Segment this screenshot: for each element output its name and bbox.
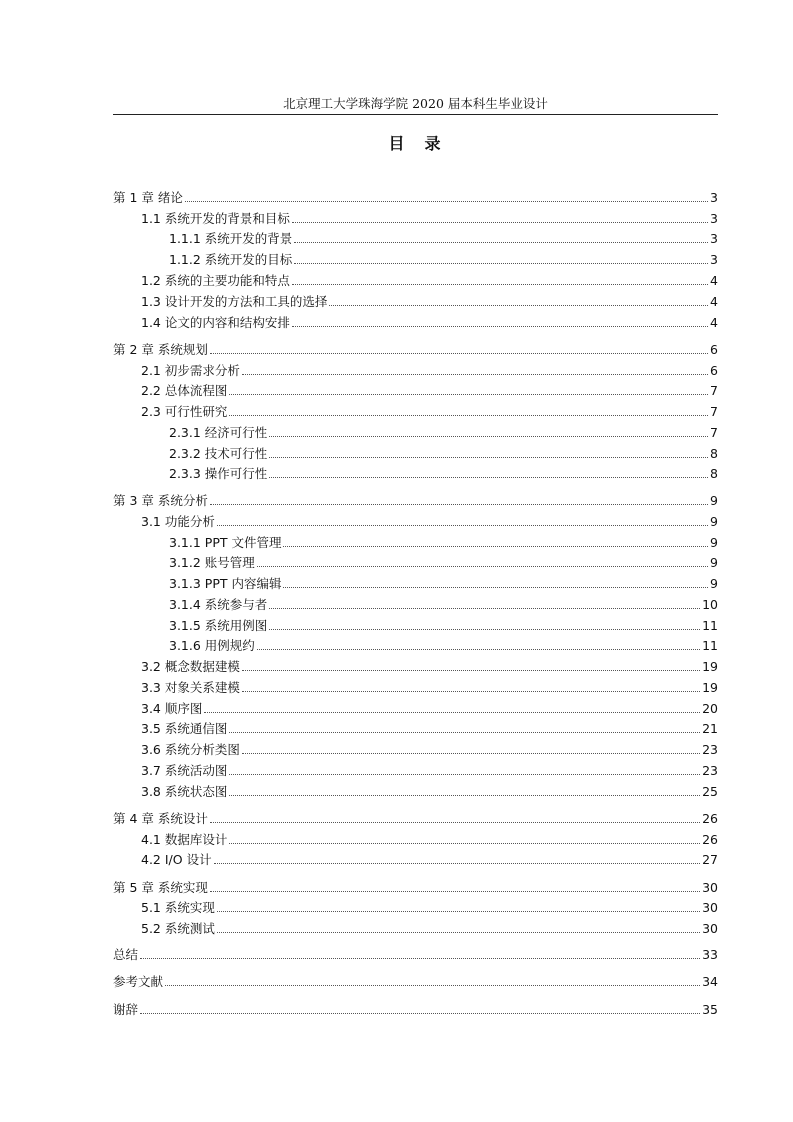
toc-entry-text: 5.2 系统测试 [141, 921, 215, 936]
dot-leader [204, 712, 700, 713]
toc-entry-page: 7 [710, 404, 718, 419]
toc-entry-text: 1.1.1 系统开发的背景 [169, 231, 293, 246]
dot-leader [269, 629, 700, 630]
toc-entry-page: 7 [710, 383, 718, 398]
toc-entry-text: 3.4 顺序图 [141, 701, 203, 716]
toc-entry-page: 27 [702, 852, 718, 867]
toc-entry-page: 25 [702, 784, 718, 799]
toc-entry-page: 7 [710, 425, 718, 440]
dot-leader [229, 843, 700, 844]
toc-entry-3-6[interactable] [113, 738, 718, 758]
toc-entry-references[interactable] [113, 970, 718, 990]
toc-entry-text: 2.3.2 技术可行性 [169, 446, 268, 461]
toc-entry-text: 3.1.2 账号管理 [169, 555, 255, 570]
toc-entry-page: 4 [710, 294, 718, 309]
toc-entry-3-1[interactable] [113, 510, 718, 530]
toc-entry-2-3[interactable] [113, 400, 718, 420]
toc-entry-3-1-3[interactable] [113, 572, 718, 592]
dot-leader [292, 222, 708, 223]
dot-leader [210, 822, 700, 823]
toc-entry-text: 第 2 章 系统规划 [113, 342, 208, 357]
toc-entry-3-3[interactable] [113, 676, 718, 696]
toc-entry-page: 33 [702, 947, 718, 962]
toc-entry-page: 11 [702, 618, 718, 633]
dot-leader [210, 353, 708, 354]
toc-entry-acknowledgements[interactable] [113, 998, 718, 1018]
toc-entry-page: 10 [702, 597, 718, 612]
toc-entry-text: 1.3 设计开发的方法和工具的选择 [141, 294, 328, 309]
dot-leader [269, 608, 700, 609]
toc-entry-text: 1.1 系统开发的背景和目标 [141, 211, 290, 226]
toc-entry-3-1-2[interactable] [113, 551, 718, 571]
dot-leader [217, 911, 700, 912]
toc-entry-page: 26 [702, 811, 718, 826]
toc-entry-text: 4.2 I/O 设计 [141, 852, 212, 867]
dot-leader [185, 201, 708, 202]
dot-leader [283, 546, 708, 547]
dot-leader [257, 566, 708, 567]
dot-leader [229, 795, 700, 796]
toc-entry-text: 1.2 系统的主要功能和特点 [141, 273, 290, 288]
toc-entry-2-3-3[interactable] [113, 462, 718, 482]
toc-entry-page: 3 [710, 231, 718, 246]
toc-entry-3-4[interactable] [113, 697, 718, 717]
toc-entry-page: 30 [702, 880, 718, 895]
toc-entry-5-1[interactable] [113, 896, 718, 916]
dot-leader [257, 649, 700, 650]
dot-leader [292, 284, 708, 285]
toc-entry-chapter-4[interactable] [113, 807, 718, 827]
toc-entry-conclusion[interactable] [113, 943, 718, 963]
toc-entry-text: 3.6 系统分析类图 [141, 742, 240, 757]
toc-entry-chapter-5[interactable] [113, 876, 718, 896]
dot-leader [294, 242, 708, 243]
toc-entry-text: 第 3 章 系统分析 [113, 493, 208, 508]
toc-entry-5-2[interactable] [113, 917, 718, 937]
dot-leader [140, 958, 700, 959]
toc-entry-page: 9 [710, 514, 718, 529]
toc-entry-3-1-4[interactable] [113, 593, 718, 613]
toc-entry-page: 9 [710, 555, 718, 570]
toc-entry-text: 参考文献 [113, 974, 164, 989]
toc-entry-page: 23 [702, 742, 718, 757]
toc-entry-page: 35 [702, 1002, 718, 1017]
toc-entry-1-1-1[interactable] [113, 227, 718, 247]
toc-entry-1-4[interactable] [113, 311, 718, 331]
toc-entry-text: 3.1.1 PPT 文件管理 [169, 535, 282, 550]
toc-entry-page: 4 [710, 273, 718, 288]
dot-leader [140, 1013, 700, 1014]
dot-leader [329, 305, 708, 306]
dot-leader [292, 326, 708, 327]
toc-entry-text: 1.4 论文的内容和结构安排 [141, 315, 290, 330]
toc-entry-page: 4 [710, 315, 718, 330]
page-header: 北京理工大学珠海学院 2020 届本科生毕业设计 [283, 96, 548, 111]
toc-entry-text: 3.5 系统通信图 [141, 721, 228, 736]
dot-leader [269, 457, 708, 458]
toc-entry-2-3-1[interactable] [113, 421, 718, 441]
toc-entry-text: 总结 [113, 947, 139, 962]
dot-leader [217, 932, 700, 933]
toc-entry-3-2[interactable] [113, 655, 718, 675]
dot-leader [229, 415, 708, 416]
toc-entry-page: 21 [702, 721, 718, 736]
dot-leader [229, 732, 700, 733]
toc-entry-page: 8 [710, 446, 718, 461]
toc-entry-3-7[interactable] [113, 759, 718, 779]
toc-entry-4-1[interactable] [113, 828, 718, 848]
dot-leader [210, 504, 708, 505]
toc-entry-3-1-5[interactable] [113, 614, 718, 634]
toc-entry-page: 11 [702, 638, 718, 653]
toc-entry-2-2[interactable] [113, 379, 718, 399]
toc-entry-text: 2.3.3 操作可行性 [169, 466, 268, 481]
toc-entry-page: 23 [702, 763, 718, 778]
toc-entry-text: 2.2 总体流程图 [141, 383, 228, 398]
toc-entry-2-3-2[interactable] [113, 442, 718, 462]
toc-entry-4-2[interactable] [113, 848, 718, 868]
toc-entry-3-1-1[interactable] [113, 531, 718, 551]
toc-entry-page: 8 [710, 466, 718, 481]
toc-entry-text: 3.1.6 用例规约 [169, 638, 255, 653]
toc-title: 目 录 [388, 134, 443, 153]
toc-entry-page: 9 [710, 576, 718, 591]
toc-entry-chapter-1[interactable] [113, 186, 718, 206]
toc-entry-text: 3.1.5 系统用例图 [169, 618, 268, 633]
dot-leader [242, 753, 700, 754]
toc-entry-text: 2.3 可行性研究 [141, 404, 228, 419]
toc-entry-text: 5.1 系统实现 [141, 900, 215, 915]
dot-leader [217, 525, 708, 526]
toc-entry-page: 34 [702, 974, 718, 989]
dot-leader [269, 477, 708, 478]
toc-entry-page: 3 [710, 252, 718, 267]
toc-entry-text: 3.1.4 系统参与者 [169, 597, 268, 612]
toc-entry-2-1[interactable] [113, 359, 718, 379]
toc-entry-page: 19 [702, 659, 718, 674]
toc-entry-page: 9 [710, 493, 718, 508]
toc-entry-1-3[interactable] [113, 290, 718, 310]
toc-entry-1-1[interactable] [113, 207, 718, 227]
dot-leader [214, 863, 701, 864]
toc-entry-page: 9 [710, 535, 718, 550]
dot-leader [269, 436, 708, 437]
toc-entry-3-1-6[interactable] [113, 634, 718, 654]
dot-leader [242, 670, 700, 671]
toc-entry-page: 6 [710, 363, 718, 378]
toc-entry-page: 6 [710, 342, 718, 357]
dot-leader [165, 985, 700, 986]
toc-entry-page: 20 [702, 701, 718, 716]
toc-entry-text: 3.3 对象关系建模 [141, 680, 240, 695]
toc-entry-chapter-3[interactable] [113, 489, 718, 509]
toc-entry-text: 3.2 概念数据建模 [141, 659, 240, 674]
toc-entry-text: 3.1 功能分析 [141, 514, 215, 529]
toc-entry-text: 3.1.3 PPT 内容编辑 [169, 576, 282, 591]
toc-entry-page: 30 [702, 921, 718, 936]
dot-leader [229, 394, 708, 395]
toc-entry-page: 3 [710, 190, 718, 205]
toc-entry-3-5[interactable] [113, 717, 718, 737]
toc-entry-page: 26 [702, 832, 718, 847]
toc-entry-text: 2.3.1 经济可行性 [169, 425, 268, 440]
toc-entry-text: 3.7 系统活动图 [141, 763, 228, 778]
toc-entry-page: 19 [702, 680, 718, 695]
toc-entry-text: 第 1 章 绪论 [113, 190, 183, 205]
dot-leader [283, 587, 708, 588]
dot-leader [242, 691, 700, 692]
toc-entry-text: 2.1 初步需求分析 [141, 363, 240, 378]
toc-entry-1-1-2[interactable] [113, 248, 718, 268]
toc-entry-text: 第 4 章 系统设计 [113, 811, 208, 826]
toc-entry-text: 4.1 数据库设计 [141, 832, 228, 847]
toc-entry-1-2[interactable] [113, 269, 718, 289]
toc-entry-text: 谢辞 [113, 1002, 139, 1017]
toc-entry-page: 3 [710, 211, 718, 226]
dot-leader [242, 374, 708, 375]
dot-leader [294, 263, 708, 264]
toc-entry-3-8[interactable] [113, 780, 718, 800]
dot-leader [229, 774, 700, 775]
toc-entry-text: 1.1.2 系统开发的目标 [169, 252, 293, 267]
toc-entry-text: 第 5 章 系统实现 [113, 880, 208, 895]
toc-entry-page: 30 [702, 900, 718, 915]
header-rule [113, 114, 718, 115]
toc-entry-text: 3.8 系统状态图 [141, 784, 228, 799]
toc-entry-chapter-2[interactable] [113, 338, 718, 358]
dot-leader [210, 891, 700, 892]
